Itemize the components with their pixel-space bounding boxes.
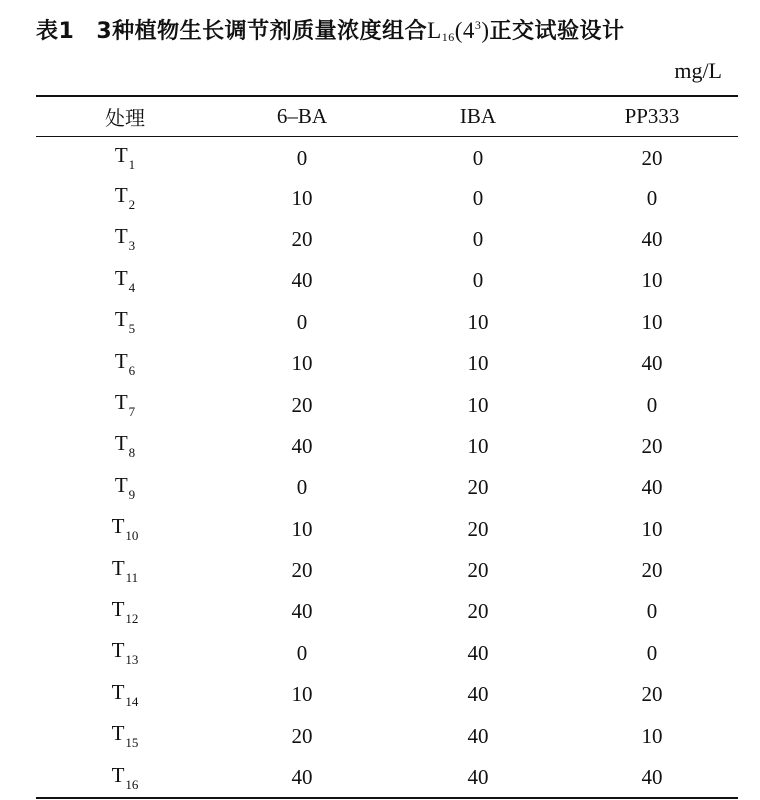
cell-pp333: 10 bbox=[641, 723, 663, 748]
cell-6ba: 10 bbox=[291, 516, 313, 541]
treatment-subscript: 3 bbox=[128, 238, 136, 254]
cell-pp333: 20 bbox=[641, 558, 663, 583]
table-row bbox=[36, 260, 738, 301]
treatment-cell bbox=[36, 757, 214, 798]
treatment-cell bbox=[36, 426, 214, 467]
treatment-subscript: 8 bbox=[128, 445, 136, 461]
treatment-letter: T bbox=[114, 431, 128, 456]
treatment-subscript: 10 bbox=[125, 528, 139, 544]
cell-6ba: 20 bbox=[291, 723, 313, 748]
cell-pp333: 10 bbox=[641, 268, 663, 293]
table-row bbox=[36, 674, 738, 715]
cell-pp333: 0 bbox=[646, 640, 658, 665]
treatment-cell bbox=[36, 715, 214, 756]
treatment-cell bbox=[36, 260, 214, 301]
table-row bbox=[36, 177, 738, 218]
treatment-subscript: 4 bbox=[128, 279, 136, 295]
treatment-letter: T bbox=[111, 555, 125, 580]
treatment-cell bbox=[36, 343, 214, 384]
cell-pp333: 40 bbox=[641, 475, 663, 500]
cell-iba: 40 bbox=[467, 682, 489, 707]
cell-6ba: 0 bbox=[296, 640, 308, 665]
header-pp333: PP333 bbox=[624, 104, 680, 128]
table-row bbox=[36, 302, 738, 343]
cell-6ba: 10 bbox=[291, 185, 313, 210]
treatment-subscript: 12 bbox=[125, 610, 139, 626]
treatment-subscript: 15 bbox=[125, 735, 139, 751]
treatment-letter: T bbox=[111, 762, 125, 787]
cell-6ba: 10 bbox=[291, 682, 313, 707]
treatment-letter: T bbox=[114, 348, 128, 373]
cell-pp333: 10 bbox=[641, 309, 663, 334]
treatment-letter: T bbox=[114, 183, 128, 208]
treatment-cell bbox=[36, 302, 214, 343]
cell-6ba: 40 bbox=[291, 765, 313, 790]
cell-iba: 20 bbox=[467, 599, 489, 624]
orthogonal-design-table bbox=[36, 97, 738, 798]
cell-pp333: 20 bbox=[641, 433, 663, 458]
cell-iba: 0 bbox=[472, 145, 484, 170]
cell-iba: 20 bbox=[467, 475, 489, 500]
treatment-subscript: 5 bbox=[128, 321, 136, 337]
treatment-cell bbox=[36, 177, 214, 218]
treatment-letter: T bbox=[114, 224, 128, 249]
table-row bbox=[36, 757, 738, 798]
treatment-subscript: 7 bbox=[128, 404, 136, 420]
header-iba: IBA bbox=[459, 104, 497, 128]
treatment-letter: T bbox=[111, 514, 125, 539]
cell-pp333: 40 bbox=[641, 351, 663, 376]
treatment-subscript: 1 bbox=[128, 157, 136, 173]
table-row bbox=[36, 633, 738, 674]
cell-iba: 10 bbox=[467, 351, 489, 376]
design-letter: L bbox=[427, 18, 442, 43]
treatment-cell bbox=[36, 467, 214, 508]
treatment-cell bbox=[36, 384, 214, 425]
cell-6ba: 40 bbox=[291, 599, 313, 624]
paren-close: ) bbox=[481, 18, 490, 43]
cell-iba: 40 bbox=[467, 765, 489, 790]
treatment-letter: T bbox=[111, 679, 125, 704]
table-row bbox=[36, 715, 738, 756]
treatment-subscript: 6 bbox=[128, 362, 136, 378]
cell-iba: 10 bbox=[467, 433, 489, 458]
design-subscript: 16 bbox=[441, 30, 455, 44]
cell-iba: 20 bbox=[467, 558, 489, 583]
table-caption bbox=[36, 14, 625, 45]
cell-pp333: 40 bbox=[641, 765, 663, 790]
treatment-letter: T bbox=[111, 721, 125, 746]
treatment-letter: T bbox=[114, 265, 128, 290]
cell-pp333: 20 bbox=[641, 682, 663, 707]
header-6ba: 6–BA bbox=[276, 104, 328, 128]
cell-6ba: 20 bbox=[291, 226, 313, 251]
design-base: 4 bbox=[462, 18, 475, 43]
treatment-letter: T bbox=[114, 307, 128, 332]
caption-label: 表1 bbox=[36, 19, 75, 44]
treatment-subscript: 13 bbox=[125, 652, 139, 668]
cell-pp333: 40 bbox=[641, 226, 663, 251]
cell-pp333: 20 bbox=[641, 145, 663, 170]
treatment-subscript: 2 bbox=[128, 197, 136, 213]
treatment-letter: T bbox=[114, 143, 128, 168]
treatment-letter: T bbox=[111, 638, 125, 663]
treatment-cell bbox=[36, 674, 214, 715]
treatment-letter: T bbox=[111, 596, 125, 621]
cell-pp333: 0 bbox=[646, 599, 658, 624]
cell-iba: 40 bbox=[467, 723, 489, 748]
header-treatment: 处理 bbox=[105, 106, 145, 130]
cell-6ba: 20 bbox=[291, 558, 313, 583]
caption-text-post: 正交试验设计 bbox=[489, 19, 625, 44]
header-row bbox=[36, 97, 738, 136]
treatment-cell bbox=[36, 509, 214, 550]
table-row bbox=[36, 591, 738, 632]
design-superscript: 3 bbox=[474, 18, 482, 32]
cell-pp333: 0 bbox=[646, 185, 658, 210]
cell-6ba: 0 bbox=[296, 309, 308, 334]
cell-iba: 40 bbox=[467, 640, 489, 665]
table-row bbox=[36, 136, 738, 177]
treatment-subscript: 14 bbox=[125, 693, 139, 709]
treatment-cell bbox=[36, 633, 214, 674]
cell-iba: 0 bbox=[472, 268, 484, 293]
cell-6ba: 0 bbox=[296, 145, 308, 170]
treatment-subscript: 11 bbox=[125, 569, 139, 585]
table-row bbox=[36, 550, 738, 591]
cell-iba: 0 bbox=[472, 226, 484, 251]
treatment-subscript: 9 bbox=[128, 486, 136, 502]
unit-label: mg/L bbox=[674, 58, 722, 83]
cell-pp333: 0 bbox=[646, 392, 658, 417]
table-body bbox=[36, 136, 738, 798]
treatment-cell bbox=[36, 591, 214, 632]
cell-6ba: 40 bbox=[291, 268, 313, 293]
table-row bbox=[36, 343, 738, 384]
paren-open: ( bbox=[454, 18, 463, 43]
cell-6ba: 0 bbox=[296, 475, 308, 500]
cell-pp333: 10 bbox=[641, 516, 663, 541]
cell-iba: 0 bbox=[472, 185, 484, 210]
caption-text: 3种植物生长调节剂质量浓度组合 bbox=[96, 19, 428, 44]
table-row bbox=[36, 426, 738, 467]
table-row bbox=[36, 384, 738, 425]
cell-6ba: 40 bbox=[291, 433, 313, 458]
treatment-cell bbox=[36, 219, 214, 260]
cell-6ba: 10 bbox=[291, 351, 313, 376]
cell-iba: 10 bbox=[467, 309, 489, 334]
cell-iba: 10 bbox=[467, 392, 489, 417]
treatment-cell bbox=[36, 136, 214, 177]
treatment-subscript: 16 bbox=[125, 776, 139, 792]
table-row bbox=[36, 467, 738, 508]
table-row bbox=[36, 509, 738, 550]
treatment-letter: T bbox=[114, 390, 128, 415]
cell-iba: 20 bbox=[467, 516, 489, 541]
treatment-letter: T bbox=[114, 472, 128, 497]
treatment-cell bbox=[36, 550, 214, 591]
table-row bbox=[36, 219, 738, 260]
cell-6ba: 20 bbox=[291, 392, 313, 417]
